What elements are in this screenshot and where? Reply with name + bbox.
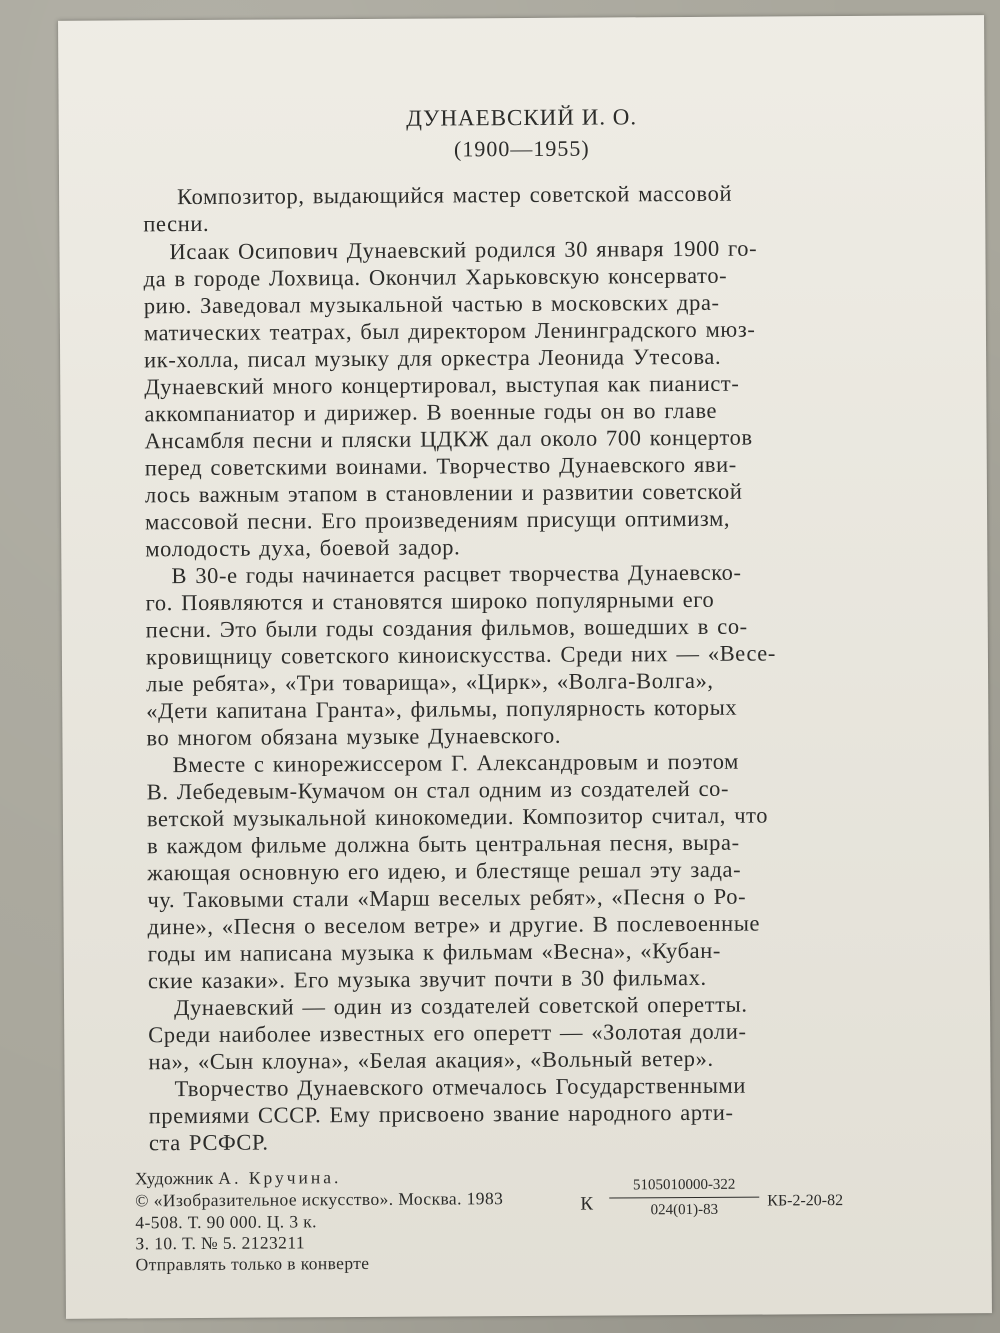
text-line: перед советскими воинами. Творчество Дунаевского яви- <box>144 451 737 481</box>
text-line: премиями СССР. Ему присвоено звание народного арти- <box>148 1099 734 1129</box>
order-info: З. 10. Т. № 5. 2123211 <box>135 1232 306 1254</box>
text-line: ские казаки». Его музыка звучит почти в 30 фильмах. <box>147 964 707 994</box>
text-line: во многом обязана музыке Дунаевского. <box>146 722 562 751</box>
text-line: Творчество Дунаевского отмечалось Государственными <box>174 1072 747 1102</box>
artist-name: А. Кручина. <box>218 1167 342 1188</box>
text-line: массовой песни. Его произведениям присущи оптимизм, <box>145 505 731 535</box>
text-line: аккомпаниатор и дирижер. В военные годы он во главе <box>144 397 718 427</box>
publisher-line: © «Изобразительное искусство». Москва. 1983 <box>135 1188 504 1211</box>
text-line: Дунаевский — один из создателей советской оперетты. <box>173 991 748 1021</box>
text-line: жающая основную его идею, и блестяще решал эту зада- <box>147 856 742 886</box>
text-line: Ансамбля песни и пляски ЦДКЖ дал около 700 концертов <box>144 424 753 454</box>
text-line: Вместе с кинорежиссером Г. Александровым и поэтом <box>172 748 740 778</box>
text-line: ветской музыкальной кинокомедии. Композитор считал, что <box>146 802 769 832</box>
text-line: дине», «Песня о веселом ветре» и другие. В послевоенные <box>147 910 761 940</box>
text-line: В. Лебедевым-Кумачом он стал одним из создателей со- <box>146 775 730 805</box>
text-line: на», «Сын клоуна», «Белая акация», «Вольный ветер». <box>148 1045 714 1075</box>
artist-label: Художник <box>135 1167 214 1189</box>
print-info: 4-508. Т. 90 000. Ц. 3 к. <box>135 1211 317 1233</box>
text-line: Композитор, выдающийся мастер советской массовой <box>177 180 733 210</box>
text-line: лось важным этапом в становлении и развитии советской <box>144 478 743 508</box>
text-line: песни. Это были годы создания фильмов, вошедших в со- <box>145 613 748 643</box>
artist-credit <box>135 1167 341 1189</box>
text-line: кровищницу советского киноискусства. Среди них — «Весе- <box>145 640 777 670</box>
text-line: чу. Таковыми стали «Марш веселых ребят», «Песня о Ро- <box>147 883 747 913</box>
text-line: лые ребята», «Три товарища», «Цирк», «Волга-Волга», <box>146 667 714 697</box>
life-dates: (1900—1955) <box>453 135 590 162</box>
text-line: Среди наиболее известных его оперетт — «Золотая доли- <box>148 1018 747 1048</box>
text-line: В 30-е годы начинается расцвет творчества Дунаевско- <box>171 559 742 589</box>
page-title: ДУНАЕВСКИЙ И. О. <box>406 104 638 131</box>
text-line: рию. Заведовал музыкальной частью в московских дра- <box>143 289 720 319</box>
text-line: Дунаевский много концертировал, выступая как пианист- <box>144 370 740 400</box>
mailing-note: Отправлять только в конверте <box>135 1252 370 1275</box>
text-line: ик-холла, писал музыку для оркестра Леонида Утесова. <box>144 343 722 373</box>
catalog-suffix: КБ-2-20-82 <box>767 1192 844 1210</box>
postcard-back <box>58 15 992 1319</box>
text-line: молодость духа, боевой задор. <box>145 534 461 562</box>
catalog-fraction <box>609 1177 759 1220</box>
catalog-prefix: К <box>580 1193 594 1215</box>
text-line: матических театрах, был директором Ленинградского мюз- <box>143 316 756 346</box>
text-line: Исаак Осипович Дунаевский родился 30 января 1900 го- <box>169 235 758 265</box>
text-line: да в городе Лохвица. Окончил Харьковскую консервато- <box>143 262 728 292</box>
text-line: го. Появляются и становятся широко популярными его <box>145 586 715 616</box>
text-line: в каждом фильме должна быть центральная песня, выра- <box>147 829 740 859</box>
text-line: годы им написана музыка к фильмам «Весна», «Кубан- <box>147 937 721 967</box>
text-line: ста РСФСР. <box>148 1129 269 1156</box>
text-line: песни. <box>143 210 210 237</box>
catalog-denominator: 024(01)-83 <box>650 1201 719 1219</box>
text-line: «Дети капитана Гранта», фильмы, популярность которых <box>146 694 738 724</box>
catalog-numerator: 5105010000-322 <box>609 1177 759 1199</box>
